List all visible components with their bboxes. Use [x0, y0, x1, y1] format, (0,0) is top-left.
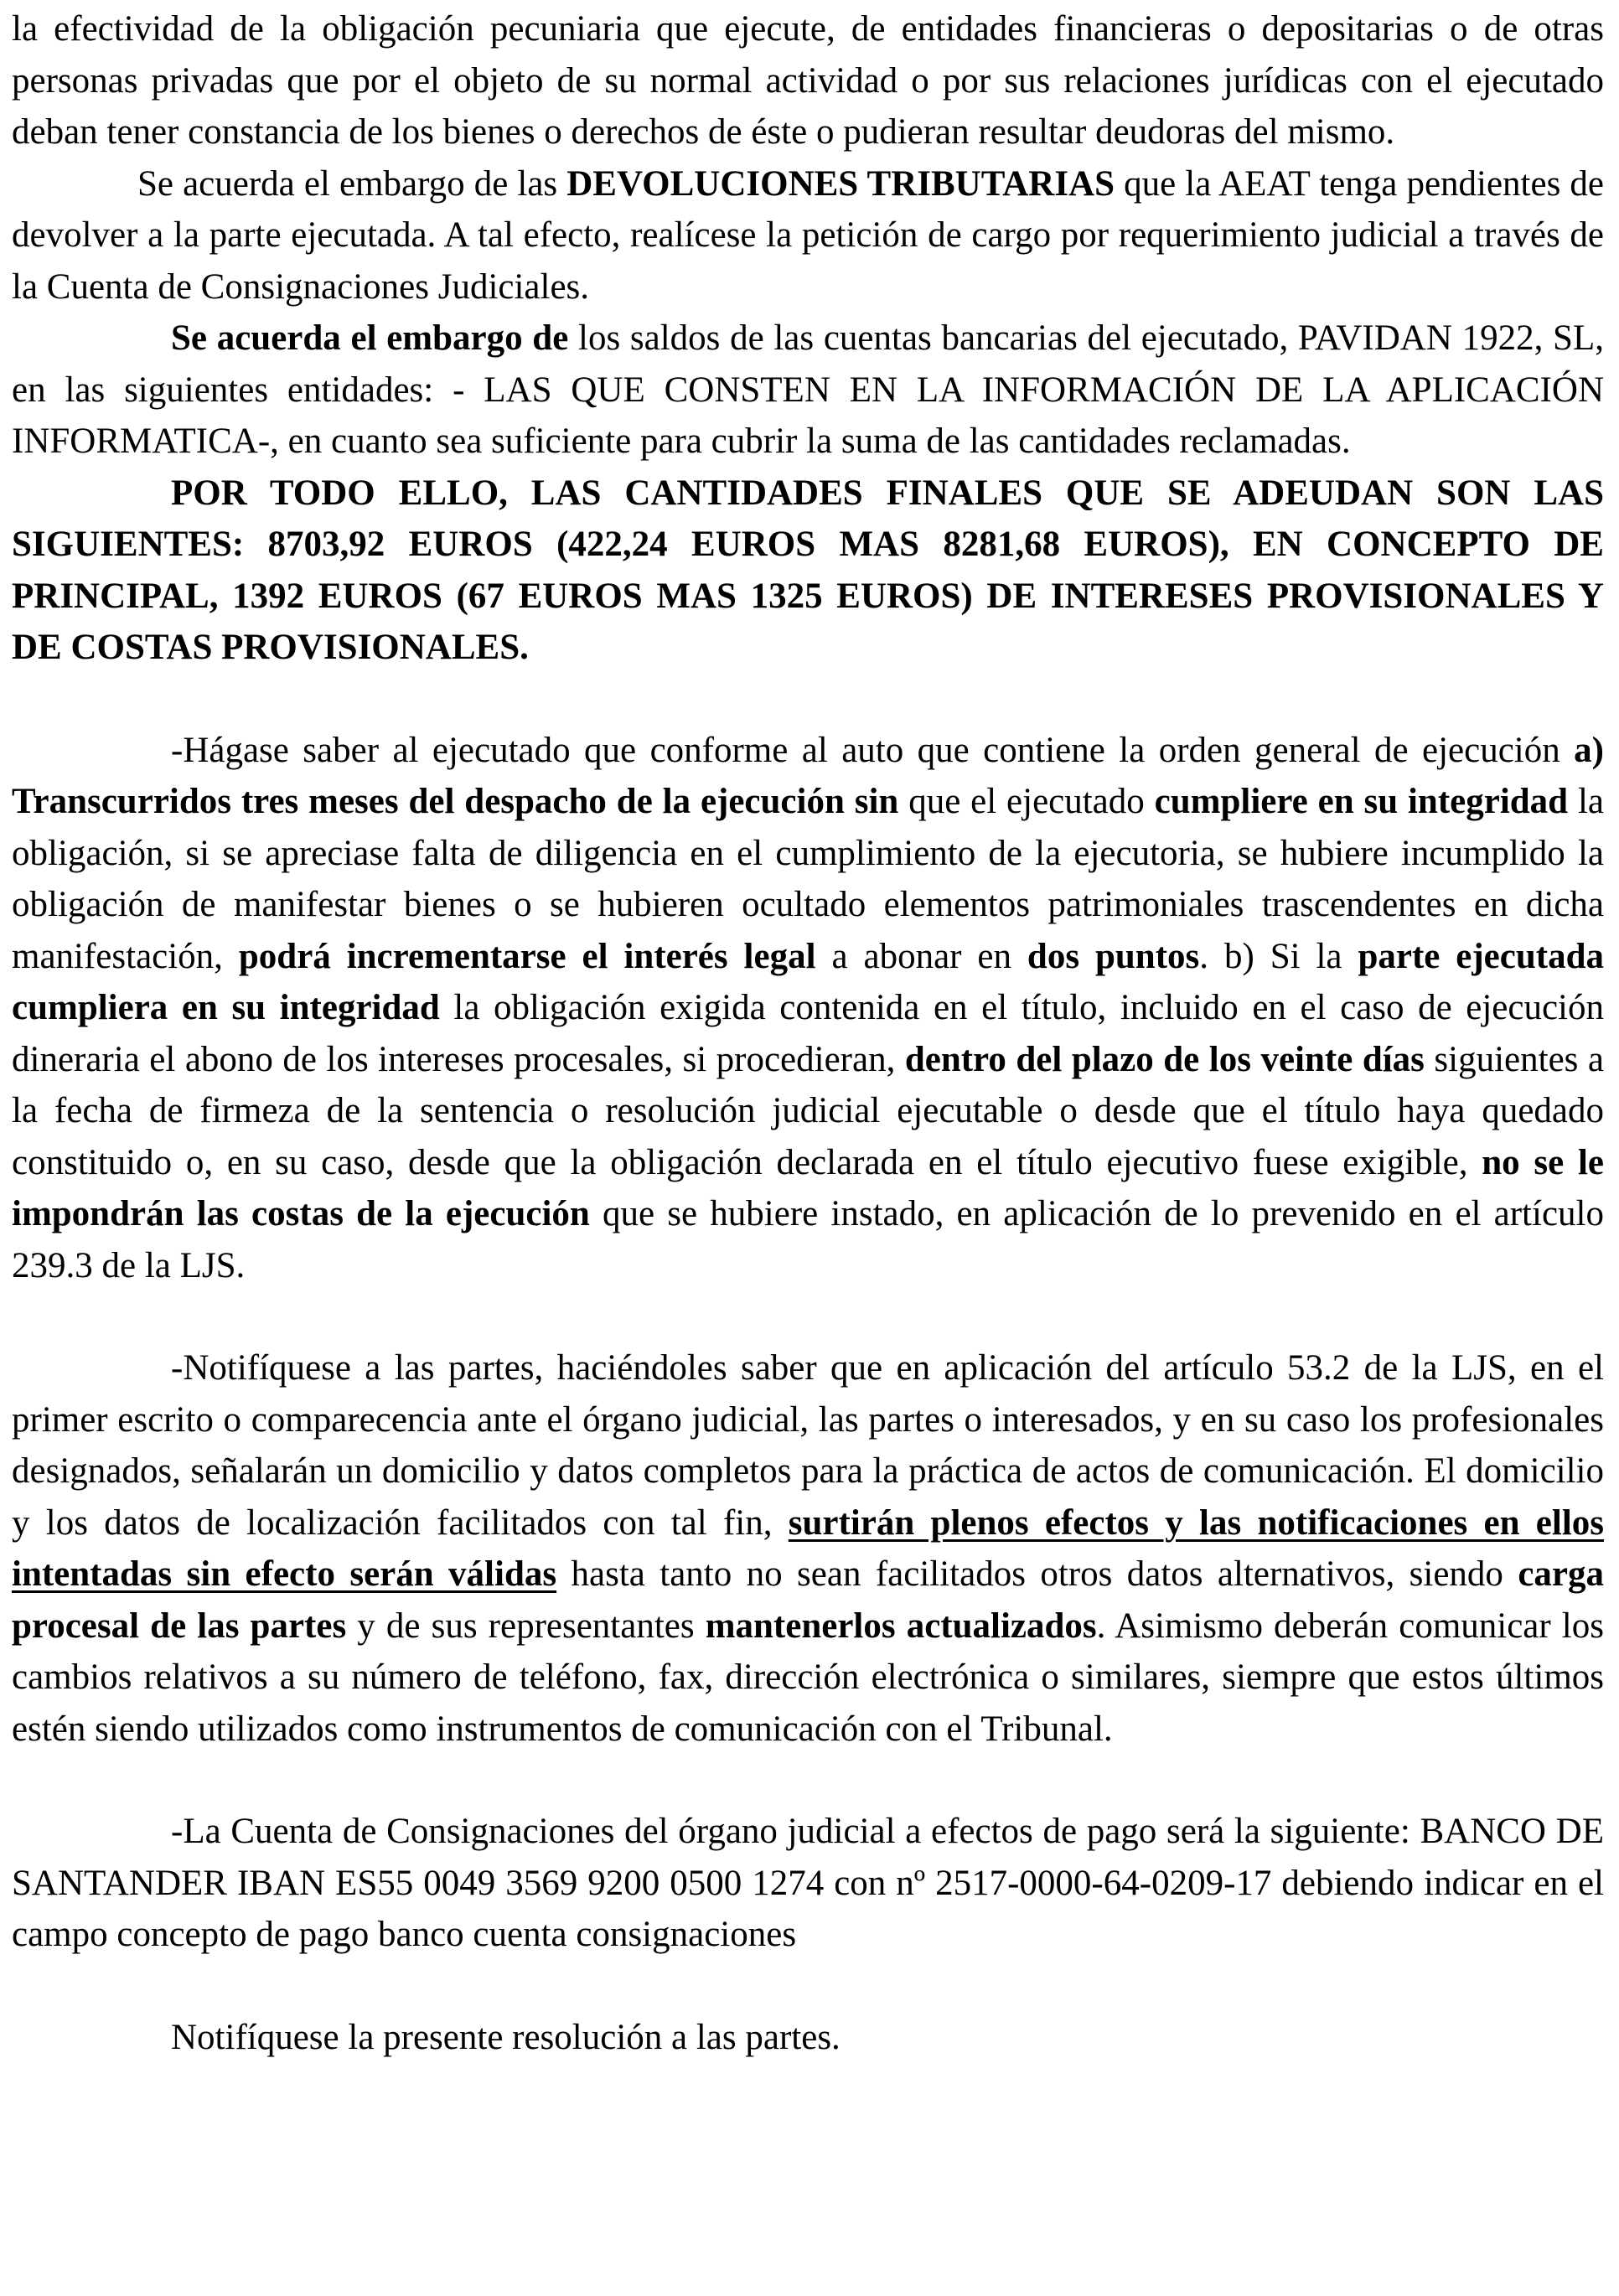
bold-text: DEVOLUCIONES TRIBUTARIAS: [566, 163, 1115, 204]
paragraph-averiguacion-bienes: [12, 3, 1604, 158]
bold-text: dentro del plazo de los veinte días: [904, 1039, 1425, 1079]
bold-text: cumpliere en su integridad: [1154, 782, 1569, 821]
paragraph-text: la obligación, si se apreciase falta de diligencia en el cumplimiento de la ejecutoria, se hubiere incumplido la obligación de manifestar bienes o se hubieren ocultado elementos patrimoniales trascendentes en dicha manifestación,: [12, 782, 1604, 976]
paragraph-devoluciones-tributarias: [12, 158, 1604, 313]
bold-text: Se acuerda el embargo de: [171, 318, 569, 358]
spacer: [12, 1755, 1604, 1806]
paragraph-text: -Hágase saber al ejecutado que conforme al auto que contiene la orden general de ejecución: [171, 730, 1575, 770]
paragraph-notifiquese-domicilio: [12, 1342, 1604, 1755]
paragraph-text: Se acuerda el embargo de las: [137, 163, 567, 204]
paragraph-text: que la AEAT tenga pendientes de devolver a la parte ejecutada. A tal efecto, realícese la petición de cargo por requerimiento judicial a través de la Cuenta de Consignaciones Judiciales.: [12, 163, 1604, 307]
paragraph-text: a abonar en: [815, 936, 1027, 976]
paragraph-cantidades-finales: [12, 468, 1604, 674]
bold-text: podrá incrementarse el interés legal: [238, 936, 816, 976]
paragraph-text: siguientes a la fecha de firmeza de la sentencia o resolución judicial ejecutable o desde que el título haya quedado constituido o, en su caso, desde que la obligación declarada en el título ejecutivo fuese exigible,: [12, 1039, 1604, 1182]
paragraph-text: y de sus representantes: [346, 1606, 706, 1646]
document-page: [12, 3, 1604, 2063]
paragraph-text: la obligación exigida contenida en el título, incluido en el caso de ejecución dineraria el abono de los intereses procesales, si procedieran,: [12, 988, 1604, 1079]
paragraph-text: que el ejecutado: [898, 782, 1155, 821]
paragraph-text: -La Cuenta de Consignaciones del órgano judicial a efectos de pago será la siguiente: BANCO DE SANTANDER IBAN ES55 0049 3569 9200 0500 1274 con nº 2517-0000-64-0209-17 debiendo indicar en el campo concepto de pago banco cuenta consignaciones: [12, 1812, 1604, 1954]
bold-text: parte ejecutada cumpliera en su integridad: [12, 936, 1604, 1027]
paragraph-text: . b) Si la: [1199, 936, 1358, 976]
underlined-bold-text: surtirán plenos efectos y las notificaciones en ellos intentadas sin efecto serán válidas: [12, 1502, 1604, 1594]
paragraph-text: la efectividad de la obligación pecuniaria que ejecute, de entidades financieras o depositarias o de otras personas privadas que por el objeto de su normal actividad o por sus relaciones jurídicas con el ejecutado deban tener constancia de los bienes o derechos de éste o pudieran resultar deudoras del mismo.: [12, 9, 1604, 152]
bold-text: no se le impondrán las costas de la ejecución: [12, 1142, 1604, 1233]
bold-text: a) Transcurridos tres meses del despacho de la ejecución sin: [12, 730, 1604, 821]
paragraph-text: los saldos de las cuentas bancarias del ejecutado, PAVIDAN 1922, SL, en las siguientes entidades: - LAS QUE CONSTEN EN LA INFORMACIÓN DE LA APLICACIÓN INFORMATICA-, en cuanto sea suficiente para cubrir la suma de las cantidades reclamadas.: [12, 318, 1604, 461]
paragraph-embargo-cuentas: [12, 313, 1604, 468]
bold-text: carga procesal de las partes: [12, 1554, 1604, 1646]
paragraph-cuenta-consignaciones: [12, 1806, 1604, 1961]
paragraph-hagase-saber: [12, 725, 1604, 1292]
spacer: [12, 1291, 1604, 1342]
bold-text: POR TODO ELLO, LAS CANTIDADES FINALES QUE SE ADEUDAN SON LAS SIGUIENTES: 8703,92 EUROS (422,24 EUROS MAS 8281,68 EUROS), EN CONCEPTO DE PRINCIPAL, 1392 EUROS (67 EUROS MAS 1325 EUROS) DE INTERESES PROVISIONALES Y DE COSTAS PROVISIONALES.: [12, 473, 1604, 667]
paragraph-text: hasta tanto no sean facilitados otros datos alternativos, siendo: [556, 1554, 1518, 1594]
paragraph-text: . Asimismo deberán comunicar los cambios relativos a su número de teléfono, fax, dirección electrónica o similares, siempre que estos últimos estén siendo utilizados como instrumentos de comunicación con el Tribunal.: [12, 1606, 1604, 1749]
paragraph-notifiquese-resolucion: [12, 2012, 1604, 2064]
bold-text: mantenerlos actualizados: [705, 1606, 1097, 1646]
bold-text: dos puntos: [1027, 936, 1200, 976]
spacer: [12, 674, 1604, 725]
paragraph-text: que se hubiere instado, en aplicación de lo prevenido en el artículo 239.3 de la LJS.: [12, 1194, 1604, 1285]
paragraph-text: -Notifíquese a las partes, haciéndoles saber que en aplicación del artículo 53.2 de la LJS, en el primer escrito o comparecencia ante el órgano judicial, las partes o interesados, y en su caso los profesionales designados, señalarán un domicilio y datos completos para la práctica de actos de comunicación. El domicilio y los datos de localización facilitados con tal fin,: [12, 1348, 1604, 1543]
paragraph-text: Notifíquese la presente resolución a las partes.: [171, 2017, 841, 2057]
spacer: [12, 1961, 1604, 2012]
